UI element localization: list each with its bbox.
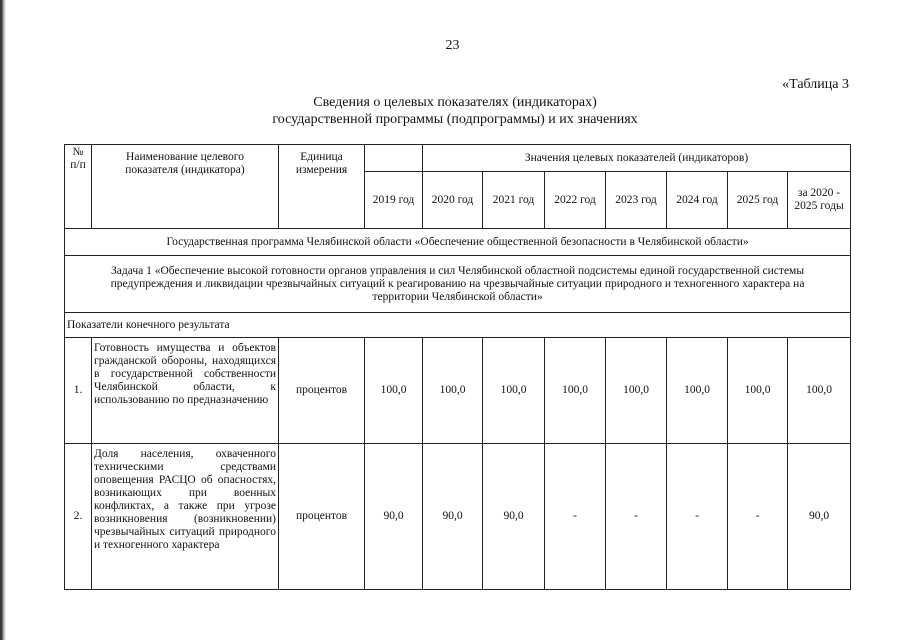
row-value: - — [728, 444, 788, 590]
row-value: 90,0 — [365, 444, 423, 590]
section-row — [65, 313, 851, 338]
header-year: 2019 год — [365, 172, 423, 229]
header-blank-2019 — [365, 145, 423, 172]
header-num: № п/п — [65, 145, 92, 229]
title-line-2: государственной программы (подпрограммы) и их значениях — [272, 112, 638, 127]
row-value: - — [545, 444, 606, 590]
table-reference: «Таблица 3 — [782, 77, 849, 92]
table-row — [65, 338, 851, 444]
indicators-table — [64, 144, 851, 590]
row-value: 100,0 — [728, 338, 788, 444]
table-row — [65, 444, 851, 590]
row-num: 2. — [65, 444, 92, 590]
row-value: - — [606, 444, 667, 590]
header-year: 2021 год — [483, 172, 545, 229]
row-value: 100,0 — [788, 338, 851, 444]
row-value: 90,0 — [423, 444, 483, 590]
row-unit: процентов — [279, 444, 365, 590]
header-year: 2024 год — [667, 172, 728, 229]
row-value: 100,0 — [483, 338, 545, 444]
page-number: 23 — [445, 38, 460, 53]
header-row-1 — [65, 145, 851, 172]
row-unit: процентов — [279, 338, 365, 444]
row-value: 90,0 — [483, 444, 545, 590]
header-year: 2020 год — [423, 172, 483, 229]
row-value: 100,0 — [545, 338, 606, 444]
task-title-cell: Задача 1 «Обеспечение высокой готовности органов управления и сил Челябинской областной подсистемы единой государственной системы предупреждения и ликвидации чрезвычайных ситуаций к реагированию на чрезвычайные ситуации природного и техногенного характера на территории Челябинской области» — [65, 256, 851, 313]
header-unit: Единица измерения — [279, 145, 365, 229]
document-title — [0, 94, 905, 128]
row-value: 100,0 — [667, 338, 728, 444]
row-value: 90,0 — [788, 444, 851, 590]
title-line-1: Сведения о целевых показателях (индикаторах) — [313, 95, 597, 110]
row-value: - — [667, 444, 728, 590]
header-year: 2025 год — [728, 172, 788, 229]
row-indicator-name: Готовность имущества и объектов гражданской обороны, находящихся в государственной собственности Челябинской области, к использованию по предназначению — [92, 338, 279, 444]
header-year-total: за 2020 - 2025 годы — [788, 172, 851, 229]
row-value: 100,0 — [423, 338, 483, 444]
header-values-group: Значения целевых показателей (индикаторов) — [423, 145, 851, 172]
row-num: 1. — [65, 338, 92, 444]
header-year: 2023 год — [606, 172, 667, 229]
row-indicator-name: Доля населения, охваченного техническими средствами оповещения РАСЦО об опасностях, возникающих при военных конфликтах, а также при угрозе возникновения (возникновении) чрезвычайных ситуаций природного и техногенного характера — [92, 444, 279, 590]
section-title-cell: Показатели конечного результата — [65, 313, 851, 338]
header-year: 2022 год — [545, 172, 606, 229]
task-row — [65, 256, 851, 313]
row-value: 100,0 — [606, 338, 667, 444]
row-value: 100,0 — [365, 338, 423, 444]
program-title-cell: Государственная программа Челябинской области «Обеспечение общественной безопасности в Челябинской области» — [65, 229, 851, 256]
program-row — [65, 229, 851, 256]
header-name: Наименование целевого показателя (индикатора) — [92, 145, 279, 229]
